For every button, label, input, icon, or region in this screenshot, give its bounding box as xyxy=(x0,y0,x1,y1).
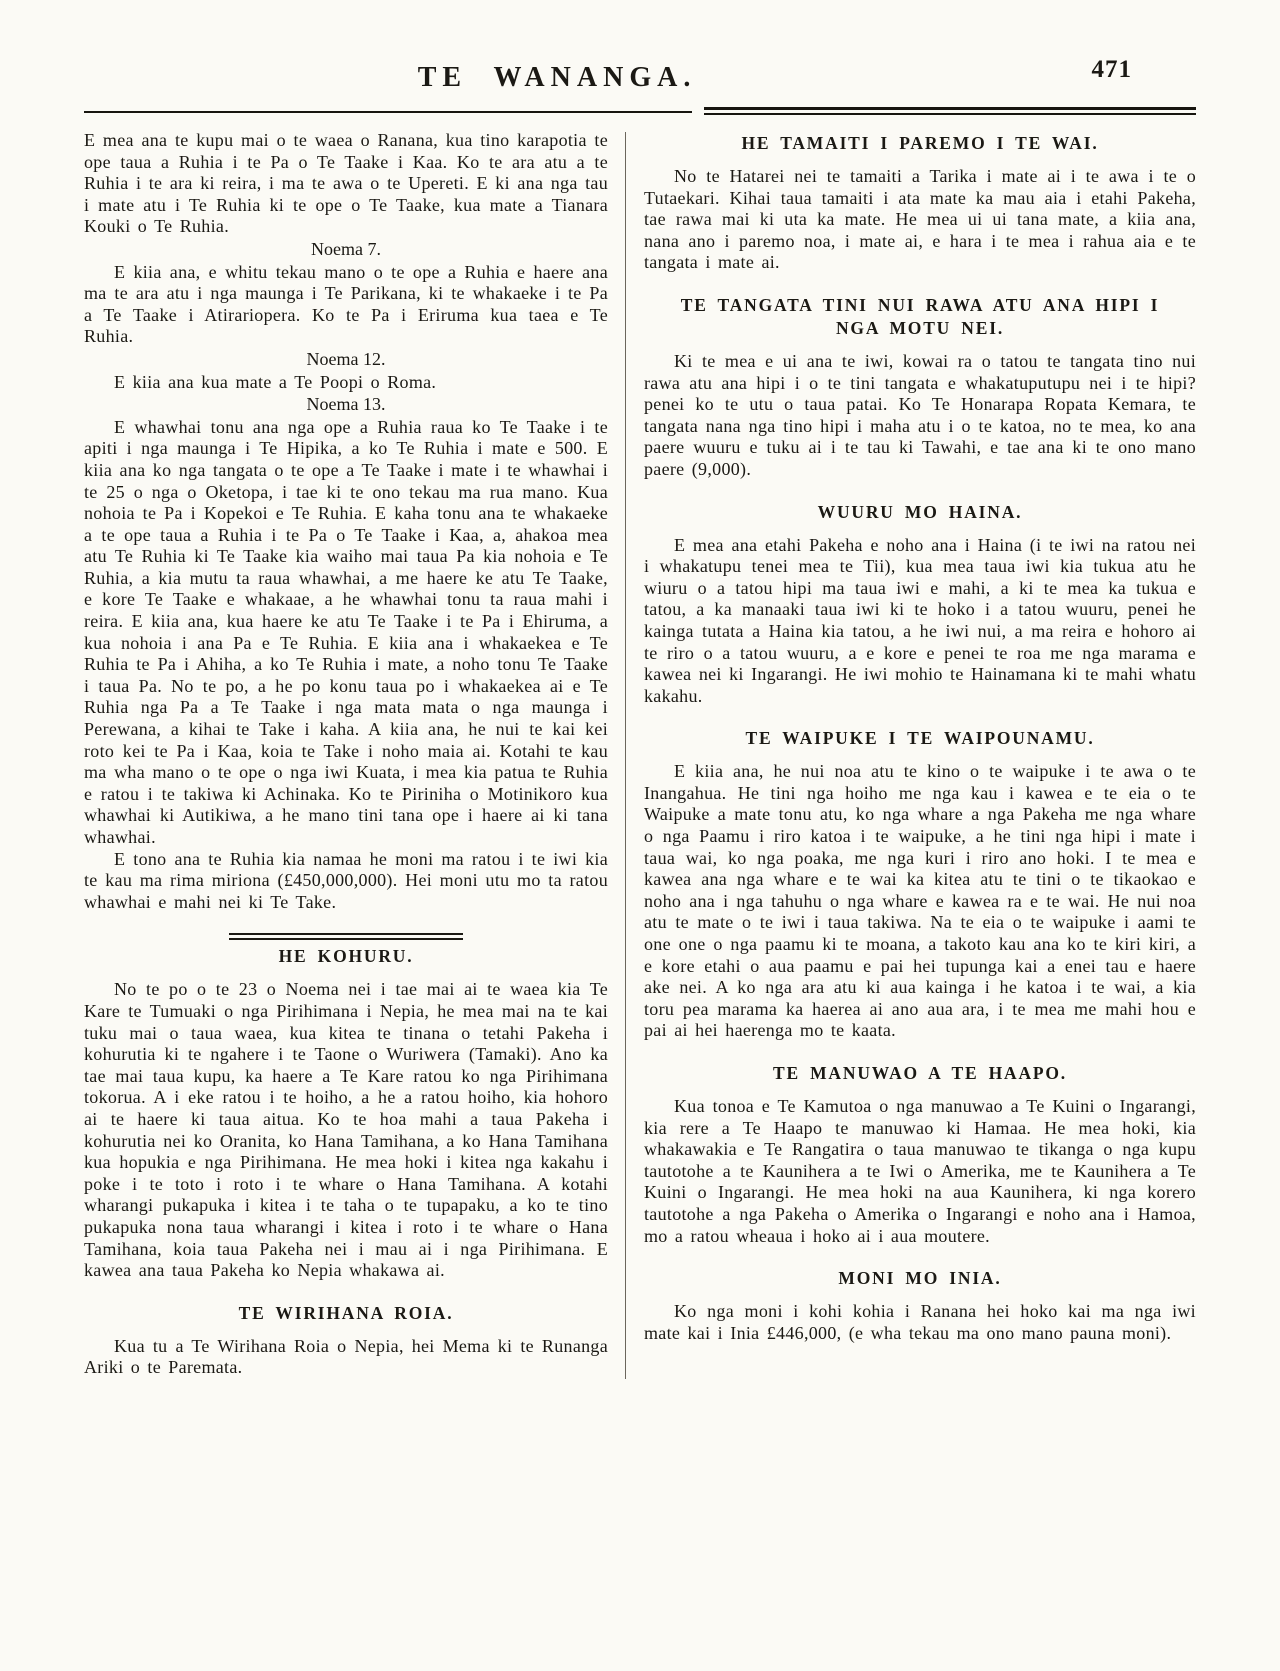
section-heading: WUURU MO HAINA. xyxy=(817,501,1023,522)
section-divider-rule xyxy=(229,933,463,940)
column-divider xyxy=(625,132,626,1379)
news-paragraph: Kua tonoa e Te Kamutoa o nga manuwao a Te Kuini o Ingarangi, kia rere a Te Haapo te manuwao ki Hamaa. He mea hoki, kia whakawakia e Te Rangatira o taua manuwao te tikanga o nga kupu tautotohe a te Kaunihera a te Iwi o Amerika, me te Kaunihera a Te Kuini o Ingarangi. He mea hoki na aua Kaunihera, ki nga korero tautotohe a nga Pakeha o Amerika o Ingarangi e noho ana i Hamoa, mo a ratou wheaua i hoko ai i aua moutere. xyxy=(644,1096,1196,1246)
masthead-rule xyxy=(84,106,1196,118)
paper-title: TE WANANGA. xyxy=(417,62,697,93)
dateline: Noema 7. xyxy=(311,238,381,259)
news-paragraph: E kiia ana, he nui noa atu te kino o te waipuke i te awa o te Inangahua. He tini nga hoiho me nga kau i kawea e te eia o te Waipuke a mate tonu atu, ko nga whare a nga Pakeha me nga whare o nga Paamu i riro katoa i te waipuke, a he tini nga hipi i mate i taua wai, ko nga poaka, me nga kuri i riro ano hoki. I te mea e kawea ana nga whare e te wai ka kitea atu te tini o te tikaokao e noho ana i nga tahuhu o nga whare e kawea ra e te wai. He nui noa atu te mate o te iwi i taua takiwa. Na te eia o te waipuke i aami te one one o nga paamu ki te moana, a takoto kau ana ko te kiri kiri, a e kore etahi o aua paamu e pai hei tupunga kai a enei tau e haere ake nei. A ko nga ara atu ki aua kainga i he katoa i te wai, a kia toru pea marama ka haerea ai ano aua ara, i te mea me mahi hou e pai ai hei haerenga mo te kaata. xyxy=(644,761,1196,1041)
masthead-rule-left xyxy=(84,111,692,118)
left-column xyxy=(84,130,608,1379)
news-paragraph: E mea ana te kupu mai o te waea o Ranana, kua tino karapotia te ope taua a Ruhia i te Pa o Te Taake i Kaa. Ko te ara atu a te Ruhia i te ara ki reira, i ma te awa o te Upereti. E ki ana nga tau i mate atu i Te Ruhia ki te ope o Te Taake, kua mate a Tianara Kouki o Te Ruhia. xyxy=(84,130,608,237)
news-paragraph: E mea ana etahi Pakeha e noho ana i Haina (i te iwi na ratou nei i whakatupu tenei mea te Tii), kua mea taua iwi kia tukua atu he wiuru o a tatou hipi ma taua iwi e mahi, a ki te mea ka tukua e tatou, a ka manaaki taua iwi ki te hoko i a tatou wuuru, penei he kainga tutata a Haina kia tatou, a he iwi nui, a ma reira e hohoro ai te riro o a tatou wuuru, a e kore e penei te roa me nga marama e kawea nei ki Ingarangi. He iwi mohio te Hainamana ki te mahi whatu kakahu. xyxy=(644,534,1196,706)
page-columns xyxy=(84,130,1196,1379)
section-heading: MONI MO INIA. xyxy=(838,1268,1002,1289)
news-paragraph: Ko nga moni i kohi kohia i Ranana hei hoko kai ma nga iwi mate kai i Inia £446,000, (e wha tekau ma ono mano pauna moni). xyxy=(644,1301,1196,1343)
page-number: 471 xyxy=(1091,56,1132,83)
news-paragraph: No te Hatarei nei te tamaiti a Tarika i mate ai i te awa i te o Tutaekari. Kihai taua tamaiti i ata mate ka mau aia i etahi Pakeha, tae rawa mai ki uta ka mate. He mea ui ui tana mate, a kiia ana, nana ano i paremo noa, i mate ai, e hara i te mea i rahua aia e te tangata i mate ai. xyxy=(644,166,1196,273)
news-paragraph: E kiia ana kua mate a Te Poopi o Roma. xyxy=(114,371,437,392)
section-heading: TE WAIPUKE I TE WAIPOUNAMU. xyxy=(745,728,1095,749)
news-paragraph: Kua tu a Te Wirihana Roia o Nepia, hei Mema ki te Runanga Ariki o te Paremata. xyxy=(84,1335,608,1378)
section-heading: HE KOHURU. xyxy=(278,946,414,967)
section-heading: TE TANGATA TINI NUI RAWA ATU ANA HIPI I NGA MOTU NEI. xyxy=(680,294,1160,338)
news-paragraph: E kiia ana, e whitu tekau mano o te ope a Ruhia e haere ana ma te ara atu i nga maunga i Te Parikana, ki te whakaeke i te Pa a Te Taake i Atirariopera. Ko te Pa i Eriruma kua taea e Te Ruhia. xyxy=(84,261,608,347)
masthead-rule-right-double xyxy=(704,107,1196,115)
section-heading: HE TAMAITI I PAREMO I TE WAI. xyxy=(741,133,1099,153)
dateline: Noema 12. xyxy=(306,348,386,369)
news-paragraph: No te po o te 23 o Noema nei i tae mai ai te waea kia Te Kare te Tumuaki o nga Pirihimana i Nepia, he mea mai na te kai tuku mai o taua waea, kua kitea te tinana o tetahi Pakeha i kohurutia ki te ngahere i te Taone o Wuriwera (Tamaki). Ano ka tae mai taua kupu, ka haere a Te Kare ratou ko nga Pirihimana tokorua. A i eke ratou i te hoiho, a he a ratou hoiho, kia hohoro ai te haere ki taua aitua. Ko te hoa mahi a taua Pakeha i kohurutia nei ko Oranita, ko Hana Tamihana, a ko Hana Tamihana kua hopukia e nga Pirihimana. He mea hoki i kitea nga kakahu i poke i te toto i roto i te whare o Hana Tamihana. A kotahi wharangi pukapuka i kitea i te taha o te tupapaku, a ko te tino pukapuka nona taua wharangi i kitea i roto i te whare o Hana Tamihana, koia taua Pakeha nei i mau ai i nga Pirihimana. E kawea ana taua Pakeha ko Nepia whakawa ai. xyxy=(84,979,608,1281)
section-heading: TE MANUWAO A TE HAAPO. xyxy=(773,1063,1067,1083)
right-column xyxy=(644,130,1196,1379)
dateline: Noema 13. xyxy=(306,394,386,415)
news-paragraph: E whawhai tonu ana nga ope a Ruhia raua ko Te Taake i te apiti i nga maunga i Te Hipika, a ko Te Ruhia i mate e 500. E kiia ana ko nga tangata o te ope a Te Taake i mate i te whawhai i te 25 o nga o Oketopa, i tae ki te ono tekau ma rua mano. Kua nohoia te Pa i Kopekoi e Te Ruhia. E kaha tonu ana te whakaeke a te ope taua a Ruhia i te Pa o Te Taake i Kaa, a, ahakoa mea atu Te Ruhia ki Te Taake kia waiho mai taua Pa kia nohoia e Te Ruhia, a kia mutu ta raua whawhai, a me haere ke atu Te Taake, e kore Te Taake e whakaae, a he whawhai tonu ta raua mahi i reira. E kiia ana, kua haere ke atu Te Taake i te Pa i Ehiruma, a kua nohoia i ana Pa e Te Ruhia. E kiia ana i whakaekea e Te Ruhia te Pa i Ahiha, a ko Te Ruhia i mate, a noho tonu Te Taake i taua Pa. No te po, a he po konu taua po i whakaekea ai e Te Ruhia nga Pa a Te Taake i nga mata mata o nga maunga i Perewana, a kihai te Take i kaha. A kiia ana, he nui te kai kei roto kei te Pa i Kaa, koia te Take i noho maia ai. Kotahi te kau ma wha mano o te ope o nga iwi Kuata, i mea kia patua te Ruhia e ratou i te takiwa ki Achinaka. Ko te Piriniha o Motinikoro kua whawhai ki Autikiwa, a he mano tini tana ope i haere ai ki tana whawhai. xyxy=(84,416,608,847)
news-paragraph: E tono ana te Ruhia kia namaa he moni ma ratou i te iwi kia te kau ma rima miriona (£450,000,000). Hei moni utu mo ta ratou whawhai e mahi nei ki Te Take. xyxy=(84,848,608,912)
masthead xyxy=(84,56,1196,104)
news-paragraph: Ki te mea e ui ana te iwi, kowai ra o tatou te tangata tino nui rawa atu ana hipi i o te tini tangata e whakatuputupu nei i te hipi? penei ko te utu o taua patai. Ko Te Honarapa Ropata Kemara, te tangata nana nga tino hipi i maha atu i o te katoa, no te mea, ko ana paere wuuru e tuku ai i te tau ki Tawahi, e tae ana ki te ono mano paere (9,000). xyxy=(644,350,1196,479)
section-heading: TE WIRIHANA ROIA. xyxy=(238,1302,454,1323)
